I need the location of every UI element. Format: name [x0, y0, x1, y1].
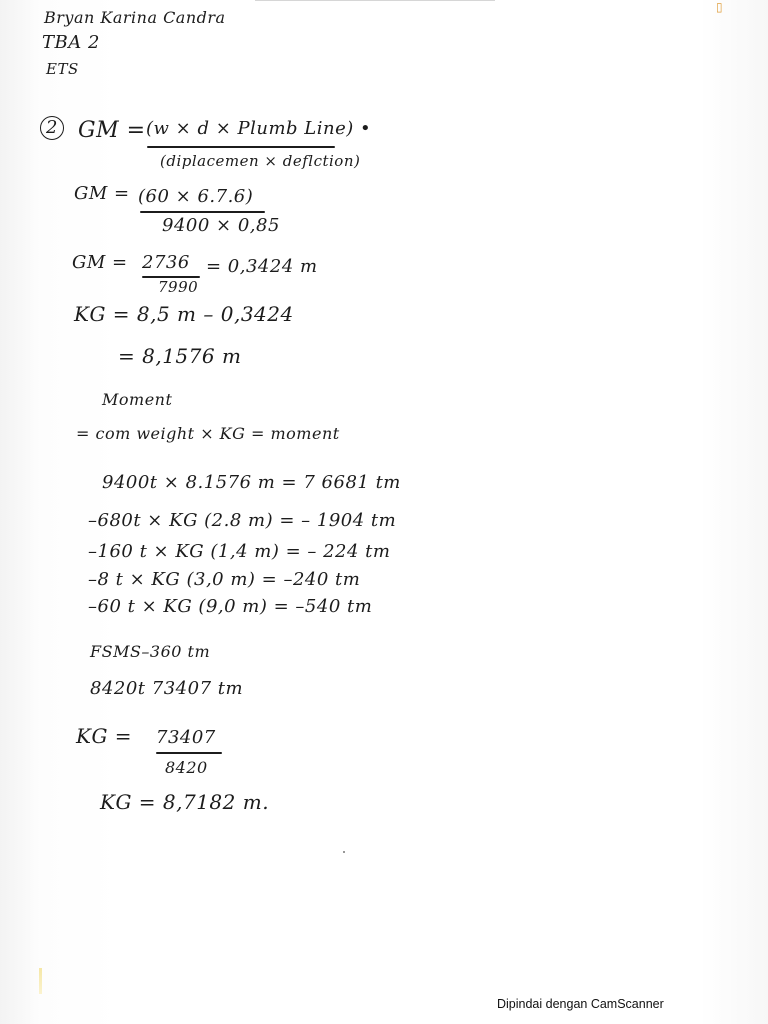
- kg-final-label: KG =: [76, 724, 133, 748]
- moment-row-1: 9400t × 8.1576 m = 7 6681 tm: [102, 472, 401, 493]
- ink-dot: [343, 851, 345, 853]
- kg-result: = 8,1576 m: [118, 344, 242, 368]
- page-margin-mark: [39, 968, 42, 994]
- scanner-corner-mark-icon: ▯: [716, 0, 723, 14]
- moment-title: Moment: [102, 390, 173, 409]
- fraction-bar-1: [147, 146, 335, 148]
- gm-denominator-1: (diplacemen × deflction): [160, 152, 361, 170]
- fsms-line: FSMS–360 tm: [90, 642, 211, 661]
- moment-row-4: –8 t × KG (3,0 m) = –240 tm: [88, 569, 361, 590]
- moment-row-3: –160 t × KG (1,4 m) = – 224 tm: [88, 541, 391, 562]
- kg-equation: KG = 8,5 m – 0,3424: [74, 302, 294, 326]
- question-number: 2: [40, 116, 64, 140]
- kg-final-numerator: 73407: [156, 727, 216, 748]
- gm-label-2: GM =: [74, 183, 130, 204]
- gm-denominator-2: 9400 × 0,85: [162, 215, 280, 236]
- moment-row-2: –680t × KG (2.8 m) = – 1904 tm: [88, 510, 397, 531]
- gm-numerator-2: (60 × 6.7.6): [138, 186, 254, 207]
- gm-numerator-1: (w × d × Plumb Line) •: [146, 118, 372, 139]
- fraction-bar-2: [140, 211, 265, 213]
- moment-formula: = com weight × KG = moment: [76, 424, 340, 443]
- gm-numerator-3: 2736: [142, 252, 190, 273]
- student-name: Bryan Karina Candra: [44, 8, 226, 27]
- kg-final-result: KG = 8,7182 m.: [100, 790, 270, 814]
- page-top-edge: [255, 0, 495, 1]
- gm-label-1: GM =: [78, 118, 146, 143]
- class-label: TBA 2: [42, 32, 100, 53]
- total-line: 8420t 73407 tm: [90, 678, 244, 699]
- exam-label: ETS: [46, 60, 79, 78]
- gm-label-3: GM =: [72, 252, 128, 273]
- fraction-bar-4: [156, 752, 222, 754]
- moment-row-5: –60 t × KG (9,0 m) = –540 tm: [88, 596, 373, 617]
- kg-final-denominator: 8420: [165, 758, 208, 777]
- gm-result: = 0,3424 m: [206, 256, 318, 277]
- scanner-footer: Dipindai dengan CamScanner: [497, 997, 664, 1011]
- gm-denominator-3: 7990: [158, 278, 199, 296]
